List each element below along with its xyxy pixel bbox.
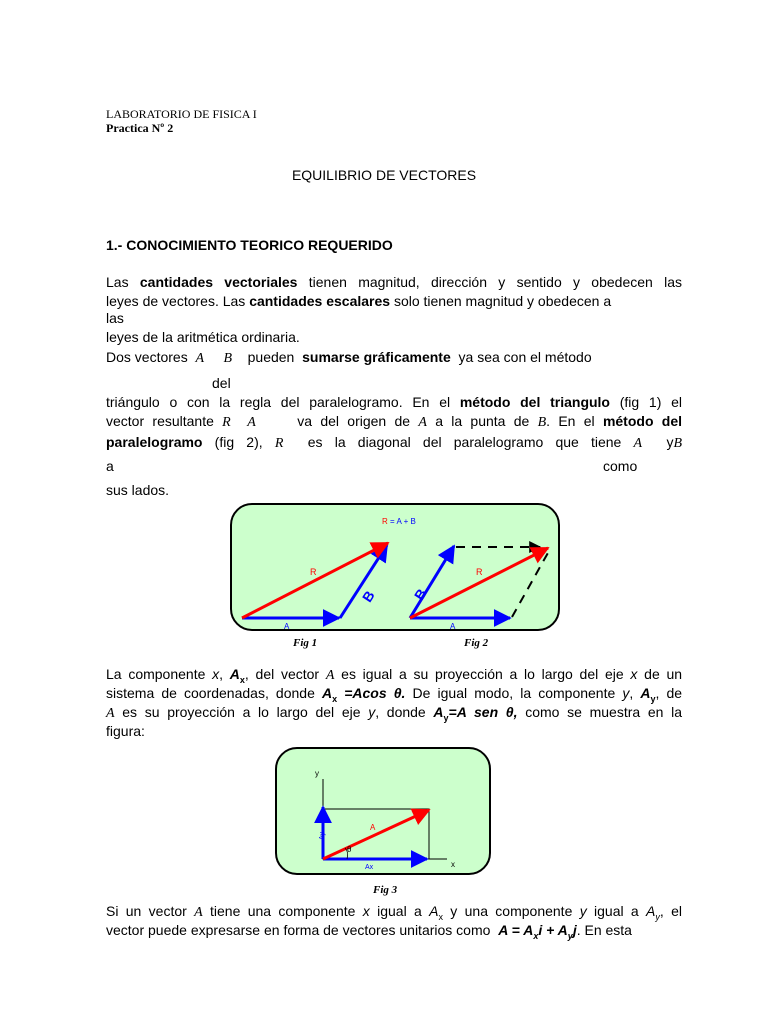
paragraph-2-line-1: Dos vectores A B pueden sumarse gráficamente ya sea con el método [106,349,592,366]
fig1-label-A: A [284,622,290,629]
figure-3-box [275,747,491,875]
paragraph-3-line-2: sistema de coordenadas, donde $A_x =Acos$ θ. De igual modo, la componente y, $A_y$, de [106,685,683,704]
document-title: EQUILIBRIO DE VECTORES [291,167,477,183]
sum-equation: R = A + B [382,517,416,526]
fig2-caption: Fig 2 [464,637,489,649]
fig1-vector-R [242,543,388,618]
fig2-label-R: R [476,567,483,577]
paragraph-2-a: a [106,458,114,474]
lab-header: LABORATORIO DE FISICA I [106,107,257,121]
paragraph-1-line-1: Las cantidades vectoriales tienen magnitud, dirección y sentido y obedecen las [106,274,683,290]
paragraph-1-line-4: leyes de la aritmética ordinaria. [106,329,300,345]
fig3-label-Ay: Ay [319,831,326,840]
paragraph-3-line-4: figura: [106,723,145,739]
vector-sum-diagrams [232,505,558,629]
paragraph-2-line-5: paralelogramo (fig 2), R es la diagonal del paralelogramo que tiene A yB [106,434,683,451]
fig3-label-x: x [451,860,455,869]
fig3-label-A: A [370,823,376,832]
paragraph-1-line-2: leyes de vectores. Las cantidades escalares solo tienen magnitud y obedecen a [106,293,612,309]
paragraph-4-line-2: vector puede expresarse en forma de vectores unitarios como $A = A_xi + A_yj$. En esta [106,922,632,941]
fig3-label-Ax: Ax [365,864,374,871]
paragraph-4-line-1: Si un vector A tiene una componente x igual a $A_x$ y una componente y igual a $A_y$, el [106,903,683,922]
fig3-label-y: y [315,769,319,778]
fig2-label-A: A [450,622,456,629]
fig3-caption: Fig 3 [373,884,398,896]
paragraph-2-line-4: vector resultante R A va del origen de A a la punta de B. En el método del [106,413,682,430]
fig1-label-R: R [310,567,317,577]
section-heading: 1.- CONOCIMIENTO TEORICO REQUERIDO [106,237,393,253]
vector-components-diagram [277,749,489,873]
fig2-label-B: B [410,585,430,603]
figure-1-2-box [230,503,560,631]
paragraph-2-line-3: triángulo o con la regla del paralelogramo. En el método del triangulo (fig 1) el [106,394,683,410]
vector-A [323,810,429,859]
paragraph-1-line-3: las [106,310,124,326]
fig2-dashed-side [512,551,549,617]
paragraph-3-line-1: La componente x, $A_x$, del vector A es igual a su proyección a lo largo del eje x de un [106,666,683,685]
fig1-label-B: B [358,587,378,605]
paragraph-2-sus-lados: sus lados. [106,482,170,498]
paragraph-2-del: del [212,375,231,391]
fig3-label-theta: θ [347,845,352,854]
fig1-caption: Fig 1 [293,637,318,649]
paragraph-2-como: como [603,458,638,474]
practice-number: Practica Nº 2 [106,121,174,135]
paragraph-3-line-3: A es su proyección a lo largo del eje y, donde $A_y=A$ sen θ, como se muestra en la [106,704,683,723]
